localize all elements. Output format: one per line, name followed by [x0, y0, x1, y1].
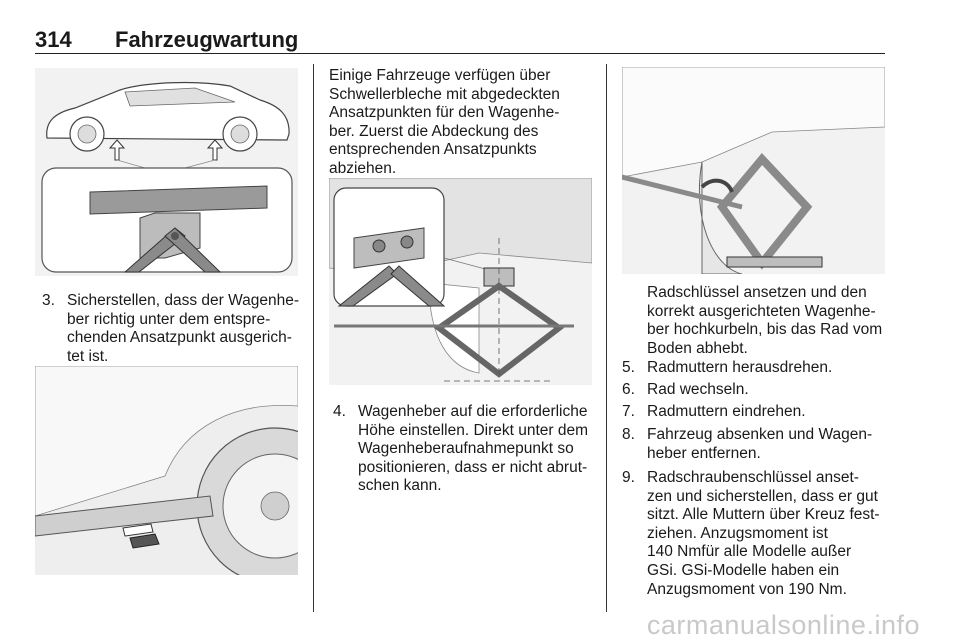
watermark: carmanualsonline.info	[646, 610, 920, 640]
step-text	[647, 381, 887, 400]
step-number: 5.	[622, 359, 635, 376]
text-line: Ansatzpunkten für den Wagenhe-	[329, 104, 560, 122]
text-line: Sicherstellen, dass der Wagenhe-	[67, 292, 300, 309]
text-line: 140 Nmfür alle Modelle außer	[647, 543, 852, 561]
intro-paragraph	[329, 67, 594, 179]
text-line: schen kann.	[358, 477, 442, 495]
text-line: ber. Zuerst die Abdeckung des	[329, 122, 539, 140]
text-line: Rad wechseln.	[647, 381, 749, 398]
text-line: Boden abhebt.	[647, 339, 748, 357]
step-text	[358, 403, 603, 496]
text-line: Fahrzeug absenken und Wagen-	[647, 426, 873, 443]
text-line: ber hochkurbeln, bis das Rad vom	[647, 321, 883, 339]
text-line: Radmuttern eindrehen.	[647, 403, 806, 420]
text-line: Einige Fahrzeuge verfügen über	[329, 67, 551, 84]
page-number: 314	[35, 27, 72, 52]
text-line: Anzugsmoment von 190 Nm.	[647, 580, 847, 598]
text-line: entsprechenden Ansatzpunkts	[329, 141, 537, 159]
text-line: korrekt ausgerichteten Wagenhe-	[647, 302, 876, 320]
step-number: 4.	[333, 403, 346, 420]
text-line: Radmuttern herausdrehen.	[647, 359, 833, 376]
illustration-jack-positioning	[329, 178, 592, 385]
section-title: Fahrzeugwartung	[115, 27, 299, 52]
illustration-jacking-points	[35, 68, 298, 276]
step-number: 9.	[622, 469, 635, 486]
text-line: positionieren, dass er nicht abrut-	[358, 458, 588, 476]
text-line: Wagenheberaufnahmepunkt so	[358, 440, 574, 458]
illustration-sill-cover	[35, 366, 298, 575]
text-line: GSi. GSi-Modelle haben ein	[647, 561, 840, 579]
text-line: Radschraubenschlüssel anset-	[647, 469, 859, 486]
column-divider-2	[606, 64, 607, 612]
text-line: heber entfernen.	[647, 444, 761, 462]
illustration-crank-jack	[622, 67, 885, 274]
step-text	[647, 469, 887, 599]
step-number: 7.	[622, 403, 635, 420]
text-line: ziehen. Anzugsmoment ist	[647, 524, 828, 542]
text-line: abziehen.	[329, 159, 397, 177]
text-line: tet ist.	[67, 347, 109, 365]
text-line: ber richtig unter dem entspre-	[67, 310, 271, 328]
step-text	[67, 292, 307, 366]
text-line: Wagenheber auf die erforderliche	[358, 403, 588, 420]
step-text	[647, 426, 887, 463]
column-divider-1	[313, 64, 314, 612]
step-number: 6.	[622, 381, 635, 398]
continuation-paragraph	[647, 284, 887, 358]
step-number: 3.	[42, 292, 55, 309]
text-line: chenden Ansatzpunkt ausgerich-	[67, 329, 292, 347]
text-line: Schwellerbleche mit abgedeckten	[329, 85, 560, 103]
page-header	[35, 27, 885, 54]
step-number: 8.	[622, 426, 635, 443]
step-text	[647, 359, 887, 378]
text-line: Höhe einstellen. Direkt unter dem	[358, 421, 589, 439]
text-line: sitzt. Alle Muttern über Kreuz fest-	[647, 506, 880, 524]
text-line: zen und sicherstellen, dass er gut	[647, 487, 878, 505]
text-line: Radschlüssel ansetzen und den	[647, 284, 867, 301]
step-text	[647, 403, 887, 422]
